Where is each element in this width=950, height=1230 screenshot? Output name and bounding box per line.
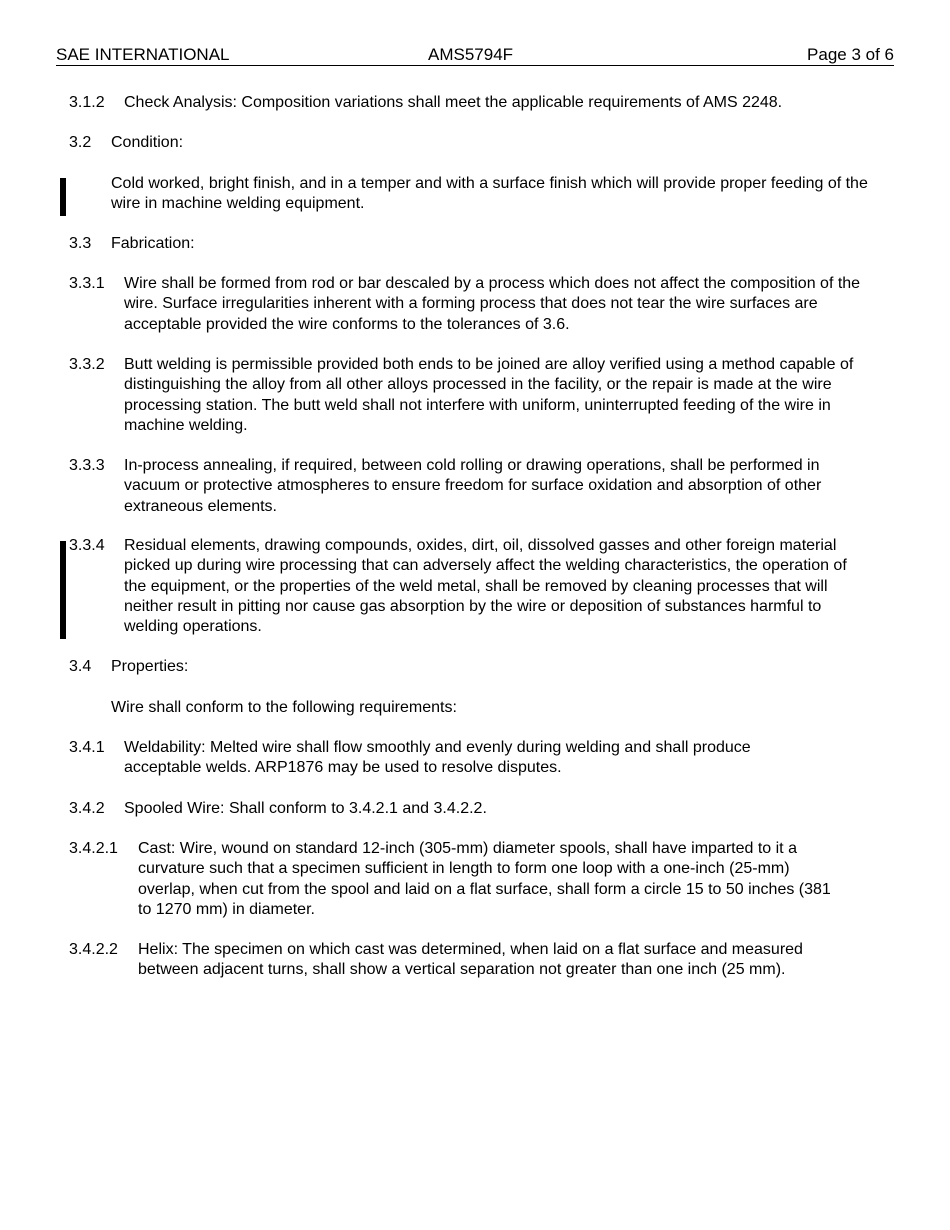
- section-number: 3.3.4: [69, 537, 105, 554]
- section-text: Cast: Wire, wound on standard 12-inch (305-mm) diameter spools, shall have imparted to it a curvature such that a specimen sufficient in length to form one loop with a one-inch (25-mm) overlap, when cut from the spool and laid on a flat surface, shall form a circle 15 to 50 inches (381 to 1270 mm) in diameter.: [138, 840, 831, 918]
- section-number: 3.2: [69, 134, 92, 151]
- section-text: Residual elements, drawing compounds, oxides, dirt, oil, dissolved gasses and other foreign material picked up during wire processing that can adversely affect the welding characteristics, the operation of the equipment, or the properties of the weld metal, shall be removed by cleaning processes that will neither result in pitting nor cause gas absorption by the wire or deposition of substances harmful to welding operations.: [124, 537, 847, 636]
- section-heading: Properties:: [111, 658, 189, 675]
- section-heading: Condition:: [111, 134, 184, 151]
- section-number: 3.1.2: [69, 94, 105, 111]
- section-text: Check Analysis: Composition variations shall meet the applicable requirements of AMS 2248.: [124, 94, 783, 111]
- revision-bar: [60, 178, 66, 216]
- section-number: 3.4.2.2: [69, 941, 118, 958]
- header-page-number: Page 3 of 6: [807, 45, 894, 64]
- section-number: 3.4: [69, 658, 92, 675]
- section-text: Wire shall be formed from rod or bar descaled by a process which does not affect the composition of the wire. Surface irregularities inherent with a forming process that does not tear the wire surfaces are acceptable provided the wire conforms to the tolerances of 3.6.: [124, 275, 861, 333]
- revision-bar: [60, 541, 66, 639]
- section-text: Helix: The specimen on which cast was determined, when laid on a flat surface and measured between adjacent turns, shall show a vertical separation not greater than one inch (25 mm).: [138, 941, 803, 979]
- section-text: In-process annealing, if required, between cold rolling or drawing operations, shall be performed in vacuum or protective atmospheres to ensure freedom for surface oxidation and absorption of other extraneous elements.: [124, 457, 822, 515]
- section-number: 3.3.2: [69, 356, 105, 373]
- header-organization: SAE INTERNATIONAL: [56, 45, 230, 64]
- section-number: 3.4.2: [69, 800, 105, 817]
- section-text: Butt welding is permissible provided both ends to be joined are alloy verified using a method capable of distinguishing the alloy from all other alloys processed in the facility, or the repair is made at the wire processing station. The butt weld shall not interfere with uniform, uninterrupted feeding of the wire in machine welding.: [124, 356, 854, 434]
- section-text: Weldability: Melted wire shall flow smoothly and evenly during welding and shall produce acceptable welds. ARP1876 may be used to resolve disputes.: [124, 739, 751, 777]
- section-heading: Fabrication:: [111, 235, 195, 252]
- section-text: Wire shall conform to the following requirements:: [111, 699, 457, 716]
- header-document-id: AMS5794F: [428, 45, 514, 64]
- section-number: 3.3.1: [69, 275, 105, 292]
- section-number: 3.4.1: [69, 739, 105, 756]
- section-text: Cold worked, bright finish, and in a temper and with a surface finish which will provide proper feeding of the wire in machine welding equipment.: [111, 175, 868, 213]
- section-number: 3.3: [69, 235, 92, 252]
- section-text: Spooled Wire: Shall conform to 3.4.2.1 and 3.4.2.2.: [124, 800, 487, 817]
- section-number: 3.4.2.1: [69, 840, 118, 857]
- section-number: 3.3.3: [69, 457, 105, 474]
